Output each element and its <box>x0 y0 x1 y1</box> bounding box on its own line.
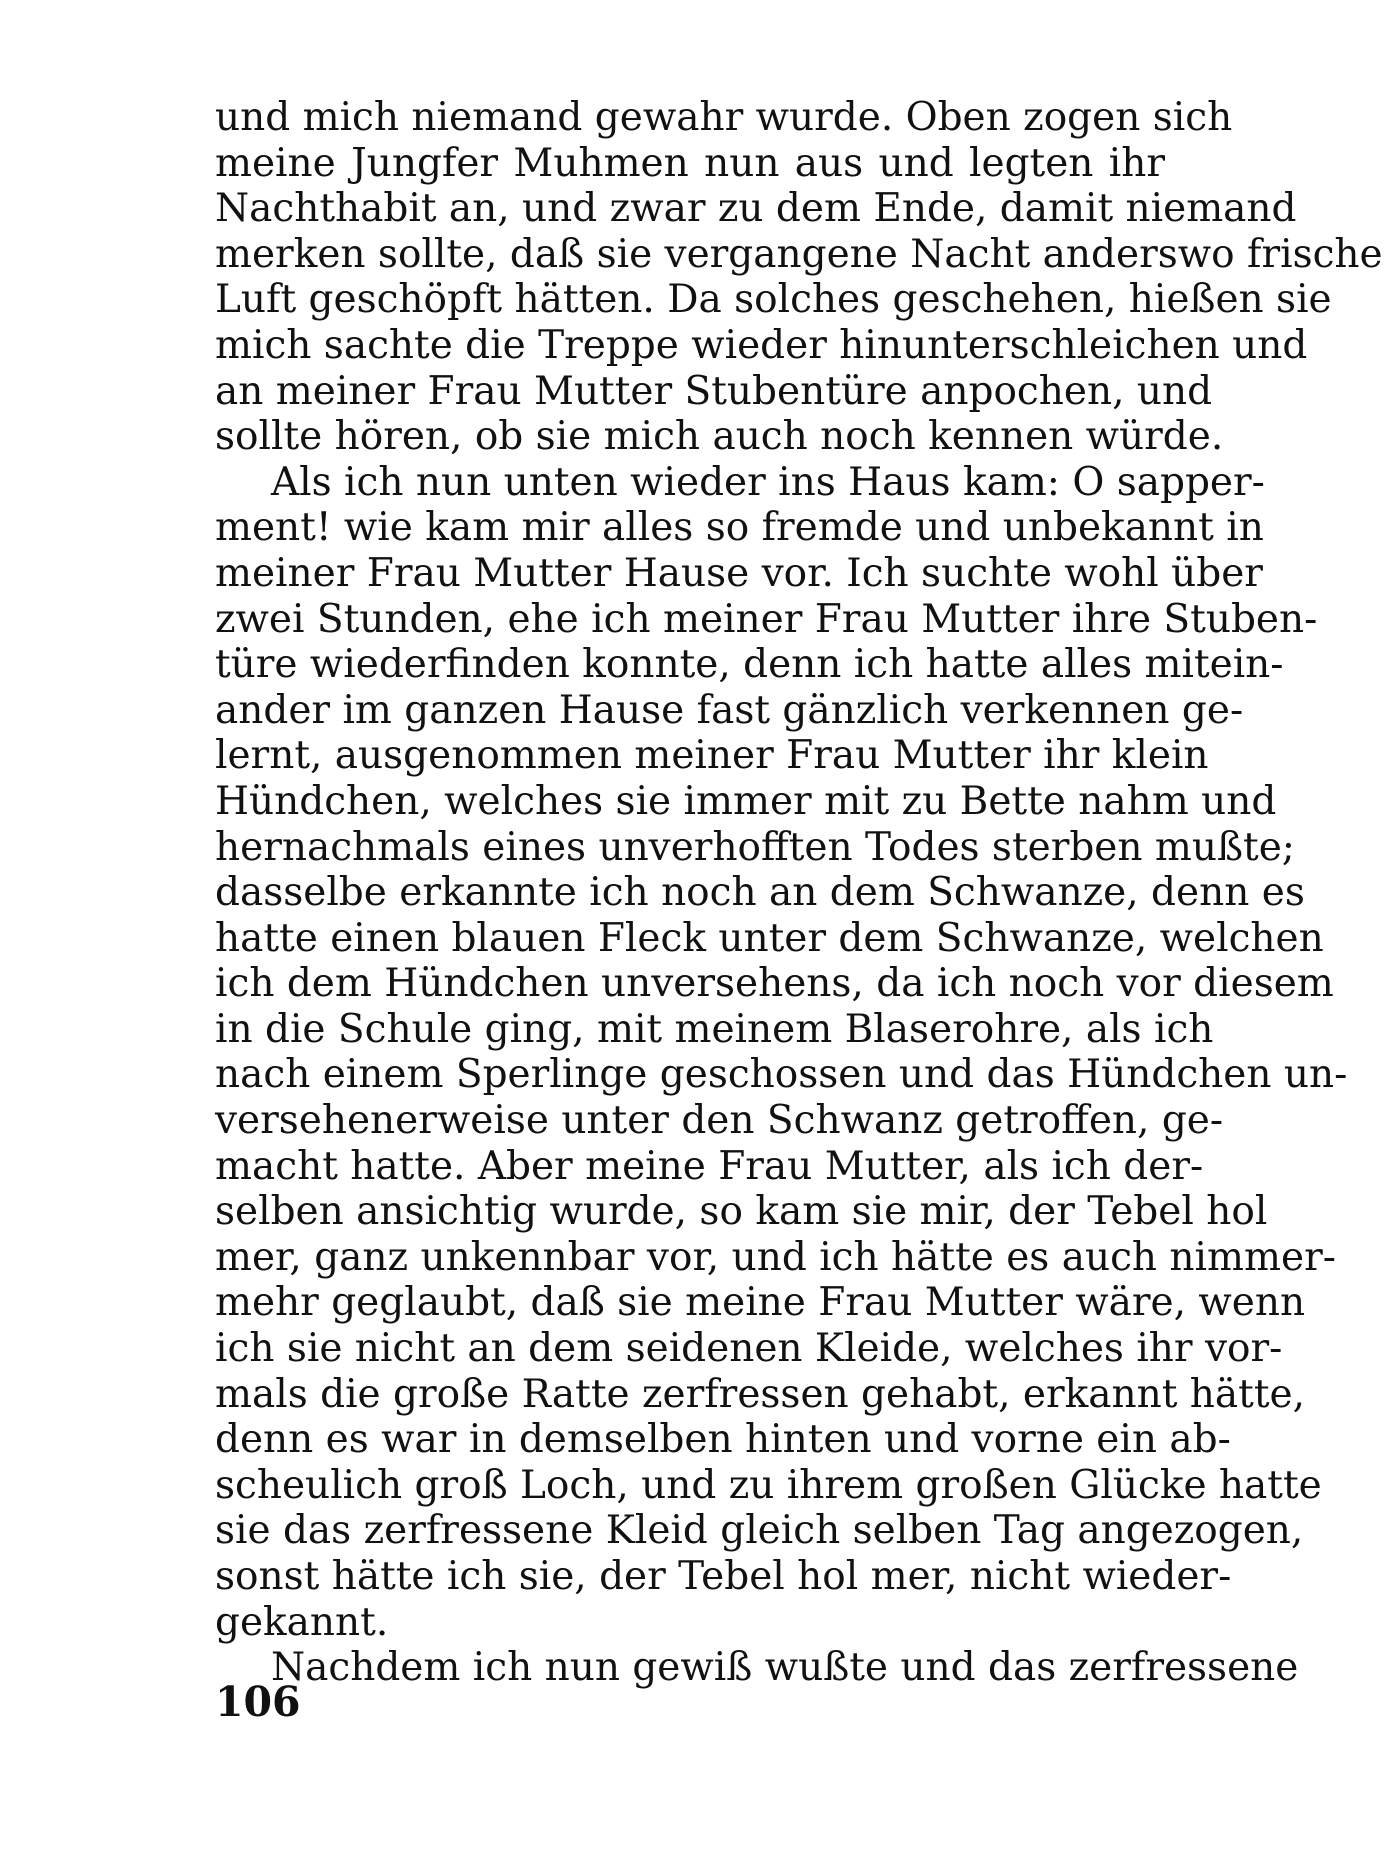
text-line: Hündchen, welches sie immer mit zu Bette nahm und <box>215 778 1277 824</box>
text-line: macht hatte. Aber meine Frau Mutter, als ich der- <box>215 1143 1204 1189</box>
text-line: sollte hören, ob sie mich auch noch kennen würde. <box>215 414 1224 460</box>
text-line: selben ansichtig wurde, so kam sie mir, der Tebel hol <box>215 1189 1268 1235</box>
text-line: in die Schule ging, mit meinem Blaserohre, als ich <box>215 1006 1214 1052</box>
text-line: türe wiederfinden konnte, denn ich hatte alles mitein- <box>215 642 1284 688</box>
text-line: Als ich nun unten wieder ins Haus kam: O sapper- <box>271 459 1265 505</box>
text-line: sonst hätte ich sie, der Tebel hol mer, nicht wieder- <box>215 1554 1232 1599</box>
text-line: hernachmals eines unverhofften Todes sterben mußte; <box>215 824 1295 870</box>
text-line: mich sachte die Treppe wieder hinunterschleichen und <box>215 322 1308 368</box>
text-line: meiner Frau Mutter Hause vor. Ich suchte wohl über <box>215 550 1263 596</box>
page-number: 106 <box>215 1678 301 1726</box>
text-line: nach einem Sperlinge geschossen und das Hündchen un- <box>215 1052 1348 1098</box>
text-line: ich dem Hündchen unversehens, da ich noch vor diesem <box>215 961 1334 1007</box>
text-line: merken sollte, daß sie vergangene Nacht anderswo frische <box>215 231 1383 277</box>
text-line: denn es war in demselben hinten und vorne ein ab- <box>215 1417 1231 1463</box>
text-line: an meiner Frau Mutter Stubentüre anpochen, und <box>215 368 1213 414</box>
text-line: hatte einen blauen Fleck unter dem Schwanze, welchen <box>215 915 1324 961</box>
text-line: gekannt. <box>215 1599 389 1645</box>
text-line: ander im ganzen Hause fast gänzlich verkennen ge- <box>215 687 1244 733</box>
text-line: dasselbe erkannte ich noch an dem Schwanze, denn es <box>215 870 1305 916</box>
text-line: versehenerweise unter den Schwanz getroffen, ge- <box>215 1098 1224 1144</box>
text-line: zwei Stunden, ehe ich meiner Frau Mutter ihre Stuben- <box>215 596 1318 642</box>
text-line: meine Jungfer Muhmen nun aus und legten ihr <box>215 140 1165 186</box>
text-line: mals die große Ratte zerfressen gehabt, erkannt hätte, <box>215 1371 1305 1417</box>
text-line: ich sie nicht an dem seidenen Kleide, welches ihr vor- <box>215 1326 1283 1372</box>
text-line: Nachdem ich nun gewiß wußte und das zerfressene <box>271 1645 1299 1691</box>
text-line: scheulich groß Loch, und zu ihrem großen Glücke hatte <box>215 1462 1322 1508</box>
text-line: sie das zerfressene Kleid gleich selben Tag angezogen, <box>215 1508 1304 1554</box>
text-line: lernt, ausgenommen meiner Frau Mutter ihr klein <box>215 733 1209 779</box>
text-line: und mich niemand gewahr wurde. Oben zogen sich <box>215 95 1233 140</box>
text-line: ment! wie kam mir alles so fremde und unbekannt in <box>215 505 1264 551</box>
text-line: mer, ganz unkennbar vor, und ich hätte es auch nimmer- <box>215 1234 1336 1280</box>
text-line: Nachthabit an, und zwar zu dem Ende, damit niemand <box>215 186 1297 232</box>
text-line: Luft geschöpft hätten. Da solches geschehen, hießen sie <box>215 277 1332 323</box>
text-line: mehr geglaubt, daß sie meine Frau Mutter wäre, wenn <box>215 1280 1306 1326</box>
body-text <box>215 95 1383 1691</box>
